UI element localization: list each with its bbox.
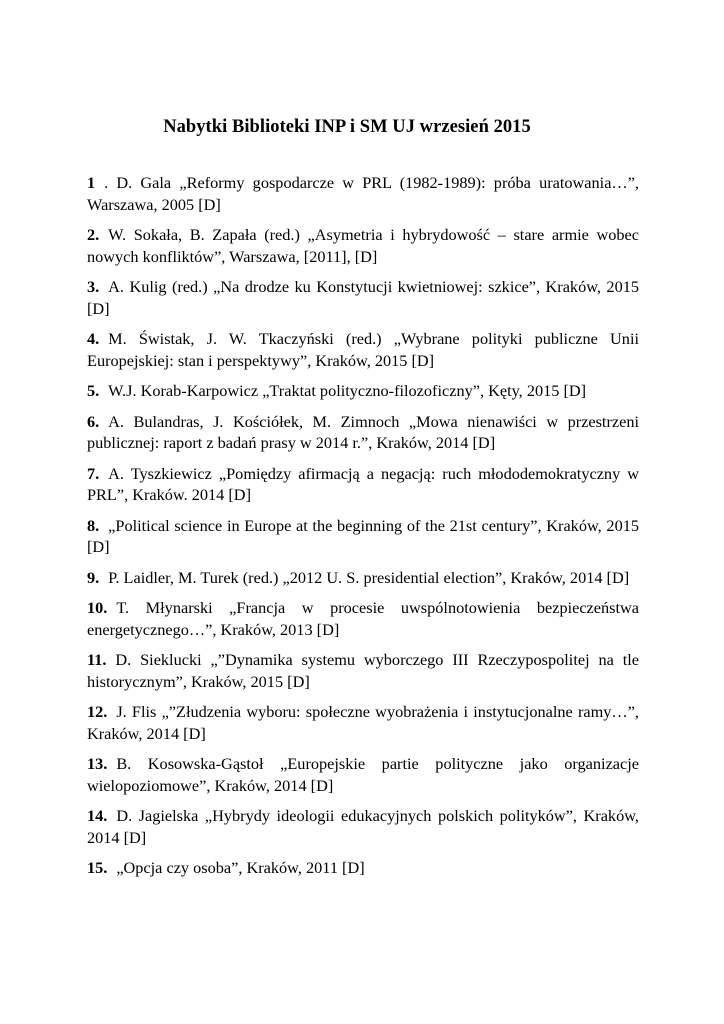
- acquisitions-list: [87, 172, 639, 888]
- list-item: [87, 380, 639, 402]
- list-item: [87, 805, 639, 848]
- item-text: M. Świstak, J. W. Tkaczyński (red.) „Wybrane polityki publiczne Unii Europejskiej: stan i perspektywy”, Kraków, 2015 [D]: [87, 329, 639, 370]
- item-number: 14.: [87, 806, 108, 825]
- list-item: [87, 857, 639, 879]
- list-item: [87, 224, 639, 267]
- item-number: 15.: [87, 858, 108, 877]
- item-text: „Political science in Europe at the beginning of the 21st century”, Kraków, 2015 [D]: [87, 515, 639, 556]
- item-number: 10.: [87, 598, 108, 617]
- item-text: T. Młynarski „Francja w procesie uwspólnotowienia bezpieczeństwa energetycznego…”, Kraków, 2013 [D]: [87, 598, 639, 639]
- list-item: [87, 276, 639, 319]
- item-text: J. Flis „”Złudzenia wyboru: społeczne wyobrażenia i instytucjonalne ramy…”, Kraków, 2014 [D]: [87, 702, 639, 743]
- item-text: D. Jagielska „Hybrydy ideologii edukacyjnych polskich polityków”, Kraków, 2014 [D]: [87, 806, 639, 847]
- item-number: 6.: [87, 411, 100, 431]
- item-number: 7.: [87, 463, 100, 483]
- item-number: 5.: [87, 381, 100, 400]
- list-item: [87, 649, 639, 692]
- list-item: [87, 328, 639, 371]
- item-text: A. Bulandras, J. Kościółek, M. Zimnoch „Mowa nienawiści w przestrzeni publicznej: raport z badań prasy w 2014 r.”, Kraków, 2014 [D]: [87, 411, 639, 452]
- item-number: 12.: [87, 702, 108, 721]
- list-item: [87, 753, 639, 796]
- item-number: 9.: [87, 567, 100, 587]
- item-text: W. Sokała, B. Zapała (red.) „Asymetria i hybrydowość – stare armie wobec nowych konfliktów”, Warszawa, [2011], [D]: [87, 225, 639, 266]
- item-number: 2.: [87, 225, 100, 244]
- item-text: „Opcja czy osoba”, Kraków, 2011 [D]: [116, 858, 365, 877]
- item-text: B. Kosowska-Gąstoł „Europejskie partie polityczne jako organizacje wielopoziomowe”, Kraków, 2014 [D]: [87, 754, 639, 795]
- list-item: [87, 597, 639, 640]
- list-item: [87, 701, 639, 744]
- item-number: 1: [87, 173, 96, 192]
- item-number: 4.: [87, 329, 100, 348]
- item-text: D. Sieklucki „”Dynamika systemu wyborczego III Rzeczypospolitej na tle historycznym”, Kraków, 2015 [D]: [87, 650, 639, 691]
- item-number: 8.: [87, 515, 100, 535]
- item-number: 3.: [87, 277, 100, 296]
- document-title: Nabytki Biblioteki INP i SM UJ wrzesień 2015: [163, 117, 531, 137]
- list-item: [87, 411, 639, 454]
- item-separator: .: [104, 173, 109, 192]
- list-item: [87, 463, 639, 506]
- item-text: P. Laidler, M. Turek (red.) „2012 U. S. presidential election”, Kraków, 2014 [D]: [108, 567, 630, 587]
- item-text: D. Gala „Reformy gospodarcze w PRL (1982-1989): próba uratowania…”, Warszawa, 2005 [D]: [87, 173, 639, 214]
- list-item: [87, 172, 639, 215]
- item-text: W.J. Korab-Karpowicz „Traktat polityczno-filozoficzny”, Kęty, 2015 [D]: [108, 381, 587, 400]
- item-number: 11.: [87, 650, 107, 669]
- list-item: [87, 515, 639, 558]
- item-text: A. Tyszkiewicz „Pomiędzy afirmacją a negacją: ruch młododemokratyczny w PRL”, Kraków. 2014 [D]: [87, 463, 639, 504]
- item-number: 13.: [87, 754, 108, 773]
- item-text: A. Kulig (red.) „Na drodze ku Konstytucji kwietniowej: szkice”, Kraków, 2015 [D]: [87, 277, 639, 318]
- list-item: [87, 567, 639, 589]
